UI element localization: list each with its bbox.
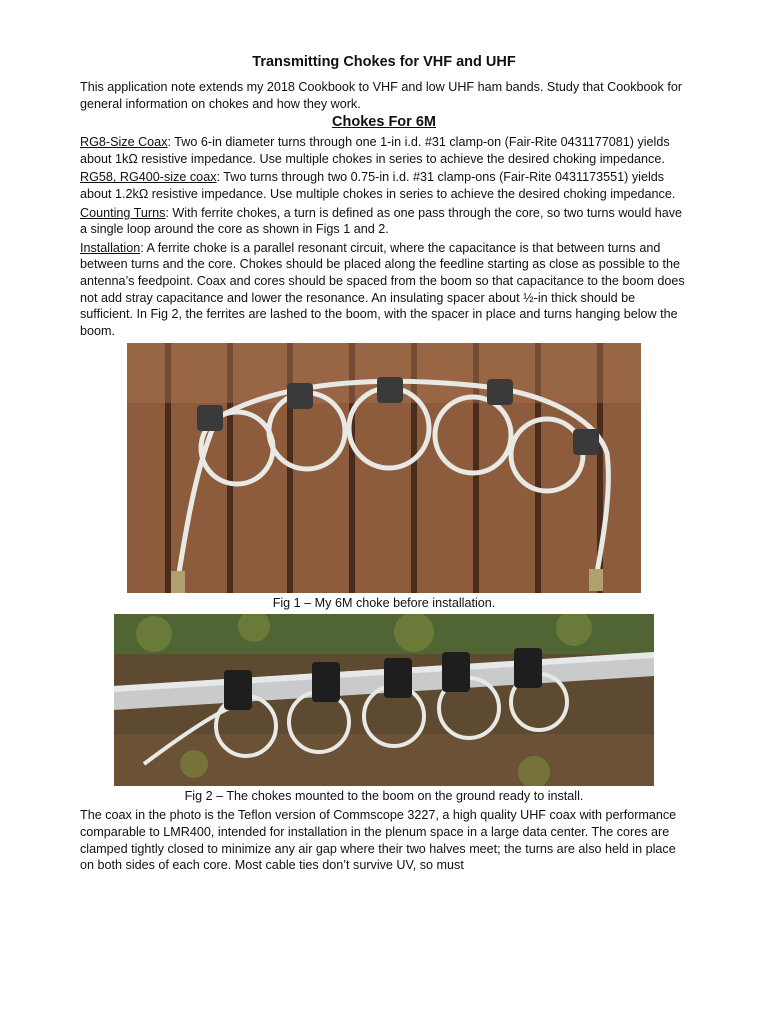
paragraph-body: : Two 6-in diameter turns through one 1-in i.d. #31 clamp-on (Fair-Rite 0431177081) yields about 1kΩ resistive impedance. Use multiple chokes in series to achieve the desired choking impedance.: [80, 135, 670, 166]
paragraph-body: : A ferrite choke is a parallel resonant circuit, where the capacitance is that between turns and between turns and the core. Chokes should be placed along the feedline starting as close as possible to the antenna’s feedpoint. Coax and cores should be spaced from the boom so that capacitance to the boom does not add stray capacitance and lower the resonance. An insulating spacer about ½-in thick should be sufficient. In Fig 2, the ferrites are lashed to the boom, with the spacer in place and turns hanging below the boom.: [80, 240, 685, 338]
figure-2-photo: [114, 614, 654, 786]
closing-paragraph: The coax in the photo is the Teflon version of Commscope 3227, a high quality UHF coax with performance comparable to LMR400, intended for installation in the plenum space in a large data center. The cores are clamped tightly closed to minimize any air gap where their two halves meet; the turns are also held in place on both sides of each core. Most cable ties don’t survive UV, so must: [80, 808, 677, 873]
paragraph-installation: [80, 240, 688, 340]
choke-on-wood-illustration: [127, 343, 641, 593]
paragraph-body: : Two turns through two 0.75-in i.d. #31 clamp-ons (Fair-Rite 0431173551) yields about 1.2kΩ resistive impedance. Use multiple chokes in series to achieve the desired choking impedance.: [80, 170, 676, 201]
document-title: Transmitting Chokes for VHF and UHF: [252, 54, 516, 70]
document-page: [80, 54, 688, 876]
paragraph-body: : With ferrite chokes, a turn is defined as one pass through the core, so two turns would have a single loop around the core as shown in Figs 1 and 2.: [80, 205, 683, 237]
figure-1-photo: [127, 343, 641, 593]
paragraph-lead: Counting Turns: [80, 205, 166, 220]
choke-on-boom-illustration: [114, 614, 654, 786]
paragraph-lead: RG8-Size Coax: [80, 135, 168, 150]
paragraph-rg8: [80, 134, 688, 167]
paragraph-lead: Installation: [80, 240, 141, 255]
figure-1-caption: Fig 1 – My 6M choke before installation.: [272, 596, 496, 611]
section-heading: Chokes For 6M: [332, 114, 436, 131]
intro-paragraph: This application note extends my 2018 Cookbook to VHF and low UHF ham bands. Study that Cookbook for general information on chokes and how they work.: [80, 80, 683, 111]
paragraph-lead: RG58, RG400-size coax: [80, 170, 217, 185]
paragraph-rg58: [80, 169, 688, 202]
figure-2-caption: Fig 2 – The chokes mounted to the boom on the ground ready to install.: [184, 789, 584, 804]
paragraph-counting-turns: [80, 205, 688, 238]
